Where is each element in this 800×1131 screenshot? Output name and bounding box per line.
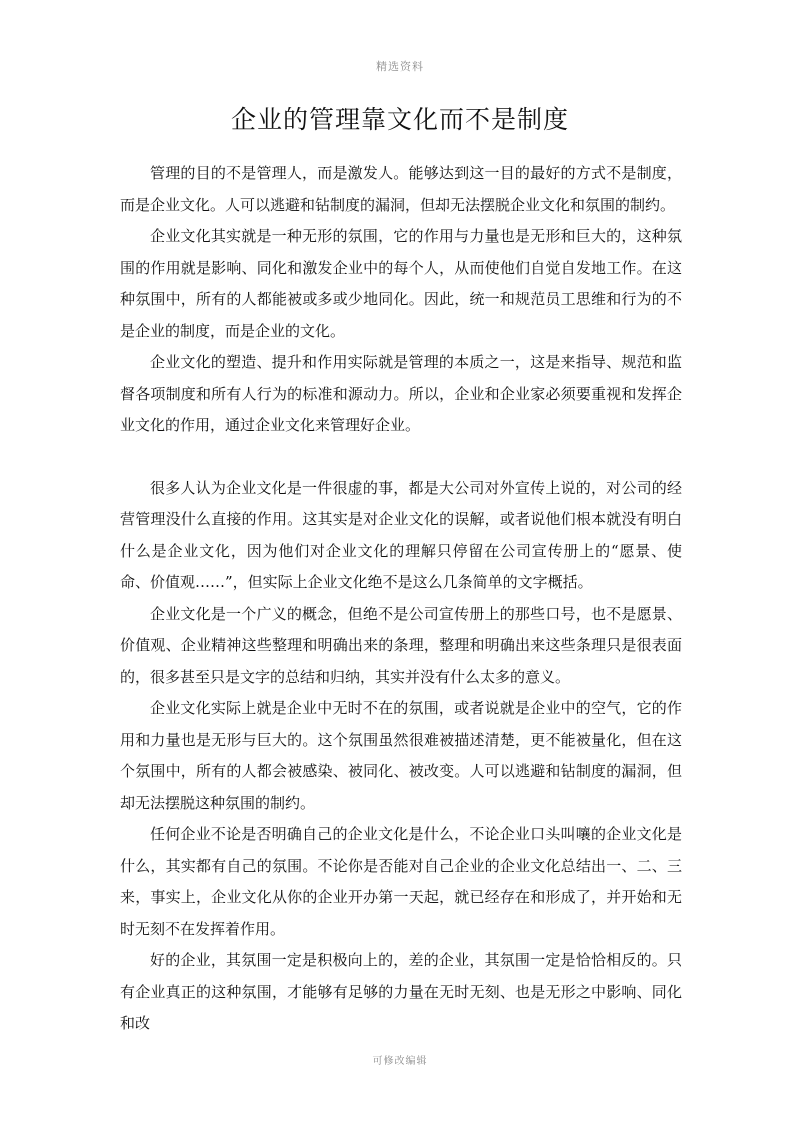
paragraph: 很多人认为企业文化是一件很虚的事，都是大公司对外宣传上说的，对公司的经营管理没什么直接的作用。这其实是对企业文化的误解，或者说他们根本就没有明白什么是企业文化，因为他们对企业文化的理解只停留在公司宣传册上的“愿景、使命、价值观……”，但实际上企业文化绝不是这么几条简单的文字概括。 bbox=[120, 478, 682, 591]
paragraph: 企业文化的塑造、提升和作用实际就是管理的本质之一，这是来指导、规范和监督各项制度和所有人行为的标准和源动力。所以，企业和企业家必须要重视和发挥企业文化的作用，通过企业文化来管理好企业。 bbox=[120, 353, 682, 434]
footer-note: 可修改编辑 bbox=[372, 1056, 428, 1067]
paragraph: 任何企业不论是否明确自己的企业文化是什么，不论企业口头叫嚷的企业文化是什么，其实都有自己的氛围。不论你是否能对自己企业的企业文化总结出一、二、三来，事实上，企业文化从你的企业开办第一天起，就已经存在和形成了，并开始和无时无刻不在发挥着作用。 bbox=[120, 825, 682, 938]
paragraph: 企业文化其实就是一种无形的氛围，它的作用与力量也是无形和巨大的，这种氛围的作用就是影响、同化和激发企业中的每个人，从而使他们自觉自发地工作。在这种氛围中，所有的人都能被或多或少地同化。因此，统一和规范员工思维和行为的不是企业的制度，而是企业的文化。 bbox=[120, 227, 682, 340]
document-title: 企业的管理靠文化而不是制度 bbox=[230, 105, 569, 134]
paragraph: 管理的目的不是管理人，而是激发人。能够达到这一目的最好的方式不是制度，而是企业文化。人可以逃避和钻制度的漏洞，但却无法摆脱企业文化和氛围的制约。 bbox=[120, 164, 682, 214]
paragraph: 企业文化是一个广义的概念，但绝不是公司宣传册上的那些口号，也不是愿景、价值观、企业精神这些整理和明确出来的条理，整理和明确出来这些条理只是很表面的，很多甚至只是文字的总结和归纳，其实并没有什么太多的意义。 bbox=[120, 604, 682, 686]
document-body bbox=[120, 158, 682, 1040]
paragraph: 好的企业，其氛围一定是积极向上的，差的企业，其氛围一定是恰恰相反的。只有企业真正的这种氛围，才能够有足够的力量在无时无刻、也是无形之中影响、同化和改 bbox=[120, 951, 682, 1032]
header-note: 精选资料 bbox=[376, 60, 424, 73]
section-gap bbox=[120, 442, 682, 473]
paragraph: 企业文化实际上就是企业中无时不在的氛围，或者说就是企业中的空气，它的作用和力量也是无形与巨大的。这个氛围虽然很难被描述清楚，更不能被量化，但在这个氛围中，所有的人都会被感染、被同化、被改变。人可以逃避和钻制度的漏洞，但却无法摆脱这种氛围的制约。 bbox=[120, 699, 682, 812]
